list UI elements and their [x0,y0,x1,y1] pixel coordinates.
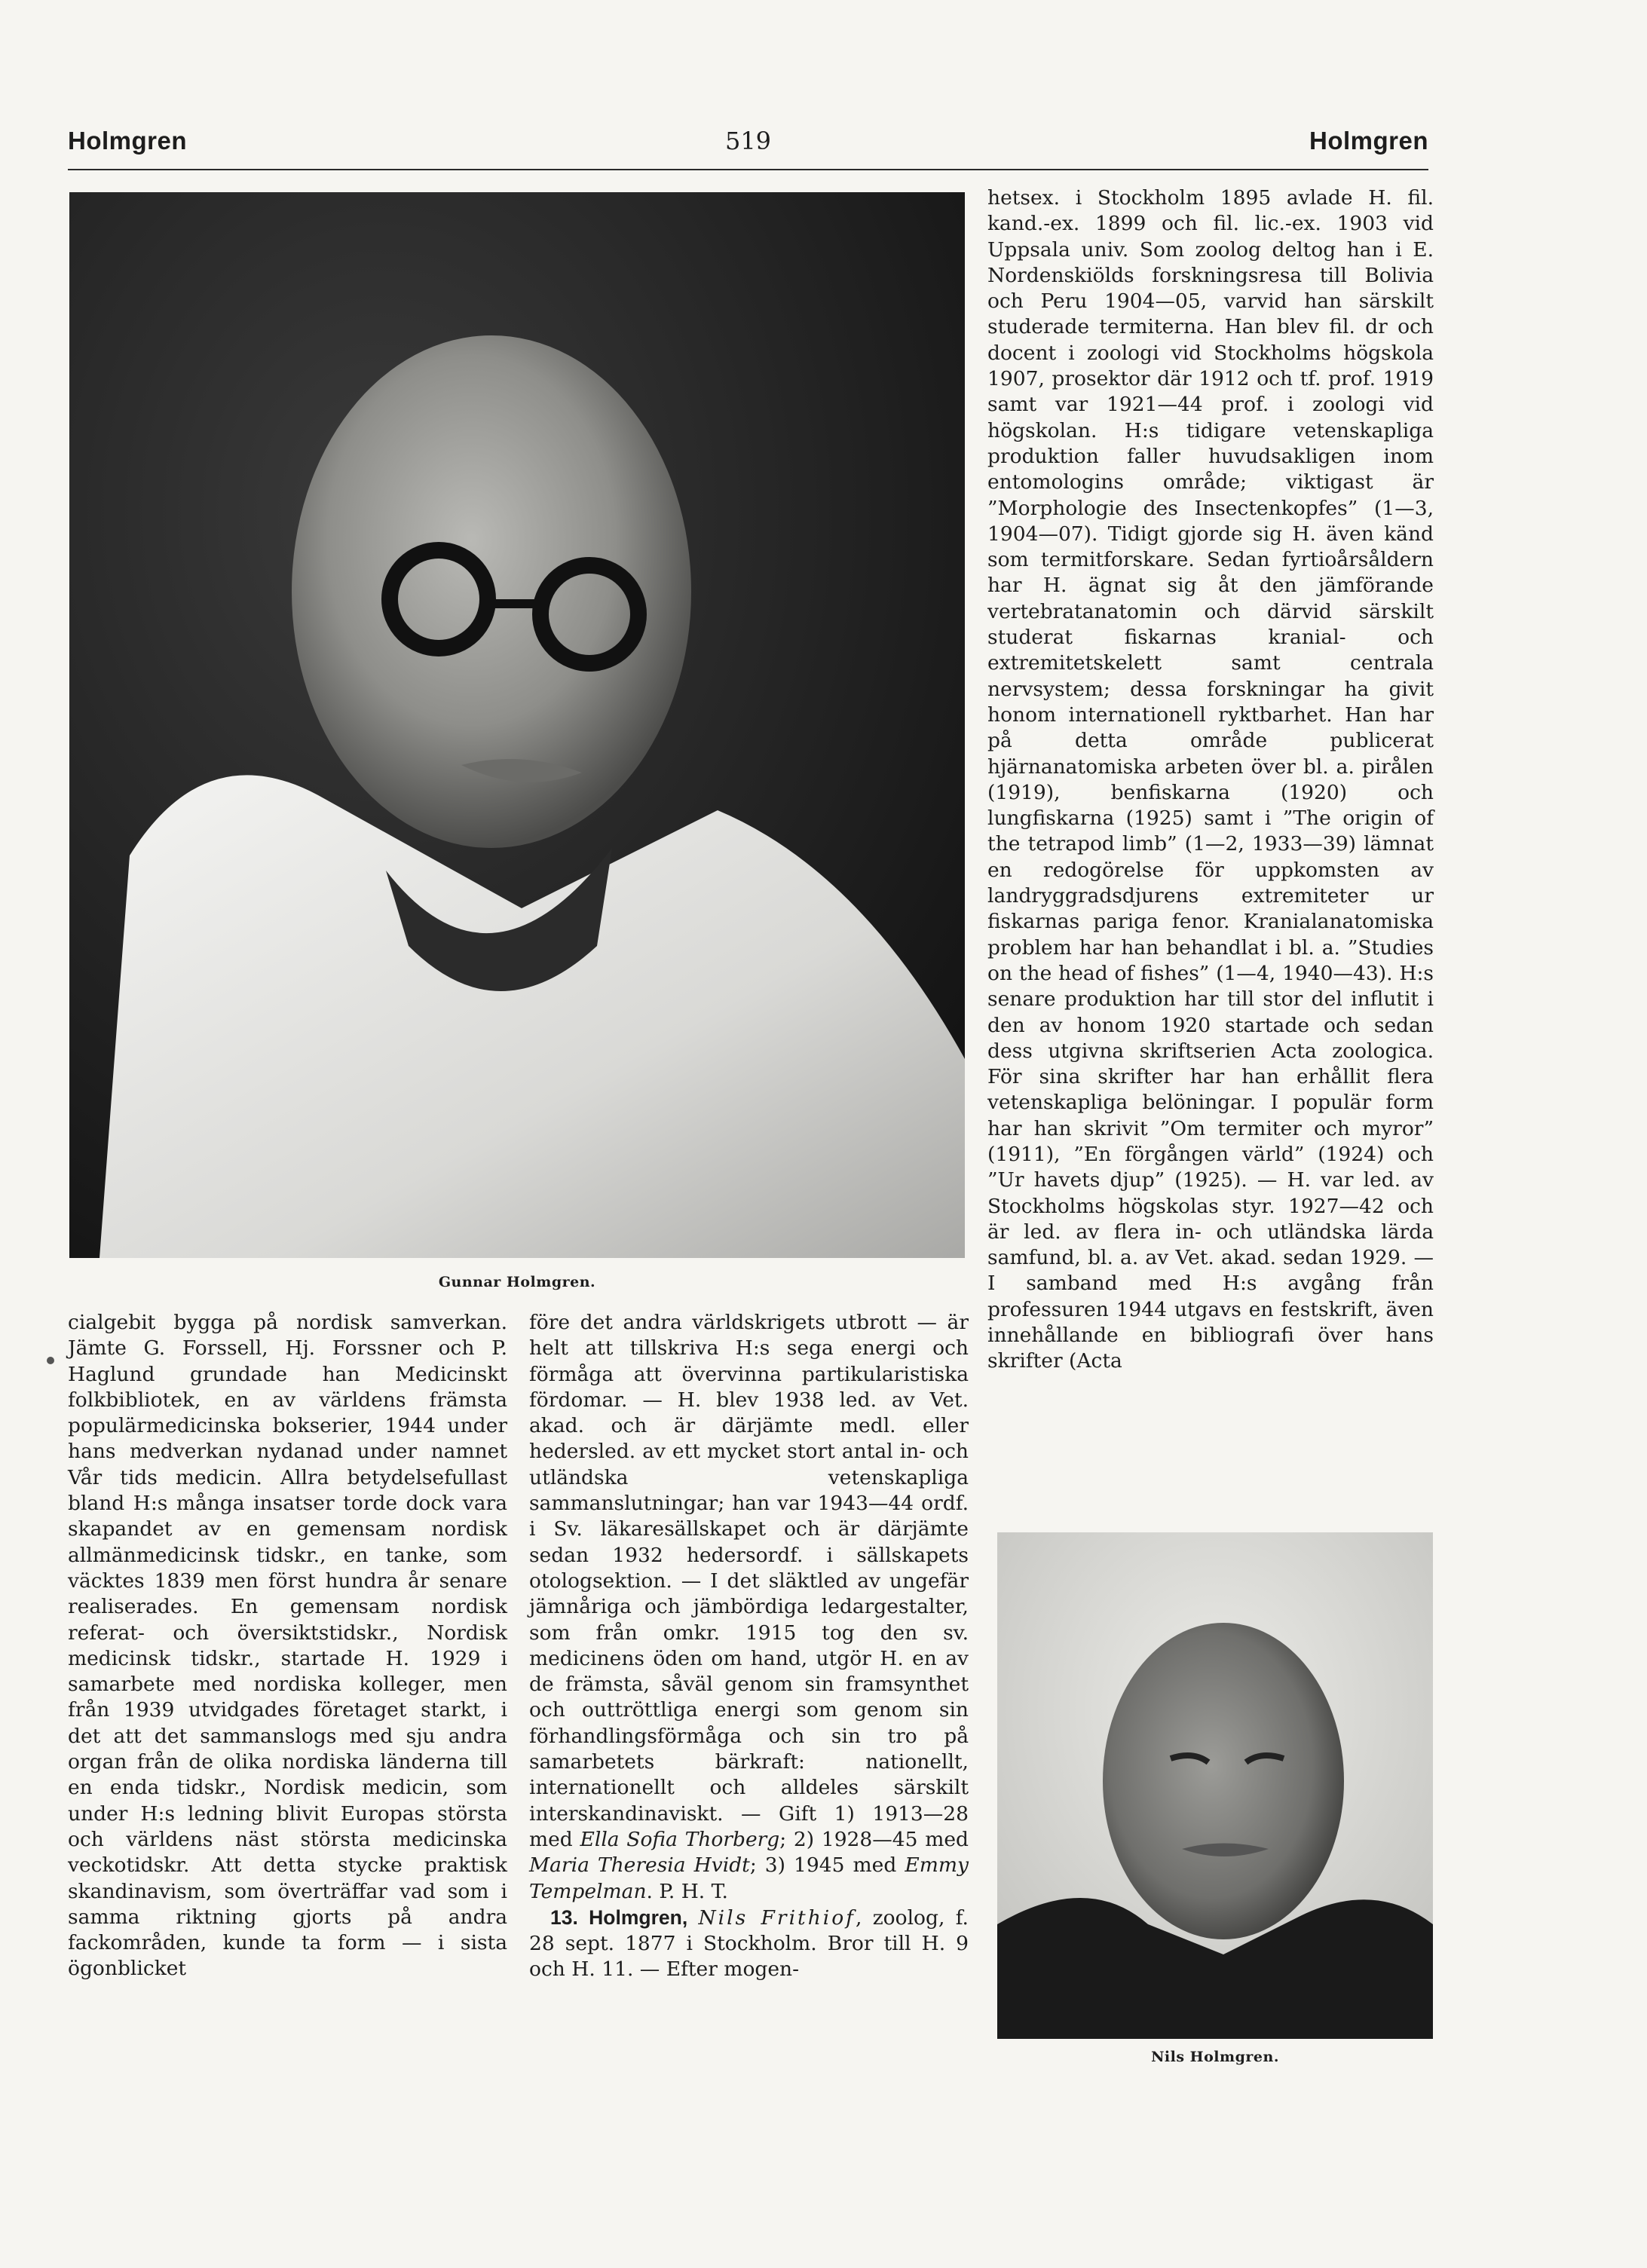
entry-number: 13. [550,1905,578,1929]
spouse-3-name: Emmy Tempelman [529,1853,969,1903]
entry-13 [529,1905,969,1983]
page-header [68,119,1428,170]
spouse-1-name: Ella Sofia Thorberg [580,1827,780,1851]
author-signature: . P. H. T. [646,1879,728,1903]
spouse-2-name: Maria Theresia Hvidt [529,1853,750,1878]
margin-bullet-mark [47,1357,54,1364]
header-rule [68,169,1428,170]
entry-surname: Holmgren, [589,1905,688,1929]
portrait-nils-image [997,1532,1433,2039]
running-head-right: Holmgren [1309,127,1428,155]
portrait-photo-nils [997,1532,1433,2039]
caption-nils: Nils Holmgren. [1151,2049,1279,2065]
entry-13-text: , zoolog, f. 28 sept. 1877 i Stockholm. Bror till H. 9 och H. 11. — Efter mogen- [529,1905,969,1982]
column-2-paragraph [529,1310,969,1905]
spouse-separator-1: ; 2) 1928—45 med [779,1827,969,1851]
spouse-separator-2: ; 3) 1945 med [749,1853,897,1878]
running-head-left: Holmgren [68,127,188,155]
text-column-1 [68,1310,507,1982]
text-column-3 [987,185,1434,1375]
text-column-2 [529,1310,969,1983]
column-1-paragraph: cialgebit bygga på nordisk samverkan. Jämte G. Forssell, Hj. Forssner och P. Haglund grundade han Medicinskt folkbibliotek, en av världens främsta populärmedicinska bokserier, 1944 under hans medverkan nydanad under namnet Vår tids medicin. Allra betydelsefullast bland H:s många insatser torde dock vara skapandet av en gemensam nordisk allmänmedicinsk tidskr., en tanke, som väcktes 1839 men först hundra år senare realiserades. En gemensam nordisk referat- och översiktstidskr., Nordisk medicinsk tidskr., startade H. 1929 i samarbete med nordiska kolleger, men från 1939 utvidgades företaget starkt, i det att det sammanslogs med sju andra organ från de olika nordiska länderna till en enda tidskr., Nordisk medicin, som under H:s ledning blivit Europas största och världens näst största medicinska veckotidskr. Att detta stycke praktisk skandinavism, som överträffar vad som i samma riktning gjorts på andra fackområden, kunde ta form — i sista ögonblicket [68,1311,507,1981]
portrait-photo-gunnar [69,192,965,1258]
column-3-paragraph: hetsex. i Stockholm 1895 avlade H. fil. kand.-ex. 1899 och fil. lic.-ex. 1903 vid Uppsala univ. Som zoolog deltog han i E. Nordenskiölds forskningsresa till Bolivia och Peru 1904—05, varvid han särskilt studerade termiterna. Han blev fil. dr och docent i zoologi vid Stockholms högskola 1907, prosektor där 1912 och tf. prof. 1919 samt var 1921—44 prof. i zoologi vid högskolan. H:s tidigare vetenskapliga produktion faller huvudsakligen inom entomologins område; viktigast är ”Morphologie des Insectenkopfes” (1—3, 1904—07). Tidigt gjorde sig H. även känd som termitforskare. Sedan fyrtioårsåldern har H. ägnat sig åt den jämförande vertebratanatomin och därvid särskilt studerat fiskarnas kranial- och extremitetskelett samt centrala nervsystem; dessa forskningar ha givit honom internationell ryktbarhet. Han har på detta område publicerat hjärnanatomiska arbeten över bl. a. pirålen (1919), benfiskarna (1920) och lungfiskarna (1925) samt i ”The origin of the tetrapod limb” (1—2, 1933—39) lämnat en redogörelse för uppkomsten av landryggradsdjurens extremiteter ur fiskarnas pariga fenor. Kranialanatomiska problem har han behandlat i bl. a. ”Studies on the head of fishes” (1—4, 1940—43). H:s senare produktion har till stor del influtit i den av honom 1920 startade och sedan dess utgivna skriftserien Acta zoologica. För sina skrifter har han erhållit flera vetenskapliga belöningar. I populär form har han skrivit ”Om termiter och myror” (1911), ”En förgången värld” (1924) och ”Ur havets djup” (1925). — H. var led. av Stockholms högskolas styr. 1927—42 och är led. av flera in- och utländska lärda samfund, bl. a. av Vet. akad. sedan 1929. — I samband med H:s avgång från professuren 1944 utgavs en festskrift, även innehållande en bibliografi över hans skrifter (Acta [987,186,1434,1373]
entry-given-names: Nils Frithiof [698,1905,856,1930]
column-2-text: före det andra världskrigets utbrott — är helt att tillskriva H:s sega energi och förmåga att övervinna partikularistiska fördomar. — H. blev 1938 led. av Vet. akad. och är därjämte medl. eller hedersled. av ett mycket stort antal in- och utländska vetenskapliga sammanslutningar; han var 1943—44 ordf. i Sv. läkaresällskapet och är därjämte sedan 1932 hedersordf. i sällskapets otologsektion. — I det släktled av ungefär jämnåriga och jämbördiga ledargestalter, som från omkr. 1915 tog den sv. medicinens öden om hand, utgör H. en av de främsta, såväl genom sin framsynthet och outtröttliga energi som genom sin förhandlingsförmåga och sin tro på samarbetets bärkraft: nationellt, internationellt och alldeles särskilt interskandinaviskt. — Gift 1) 1913—28 med [529,1311,969,1851]
portrait-gunnar-image [69,192,965,1258]
page-number: 519 [724,127,772,155]
caption-gunnar: Gunnar Holmgren. [438,1274,596,1290]
